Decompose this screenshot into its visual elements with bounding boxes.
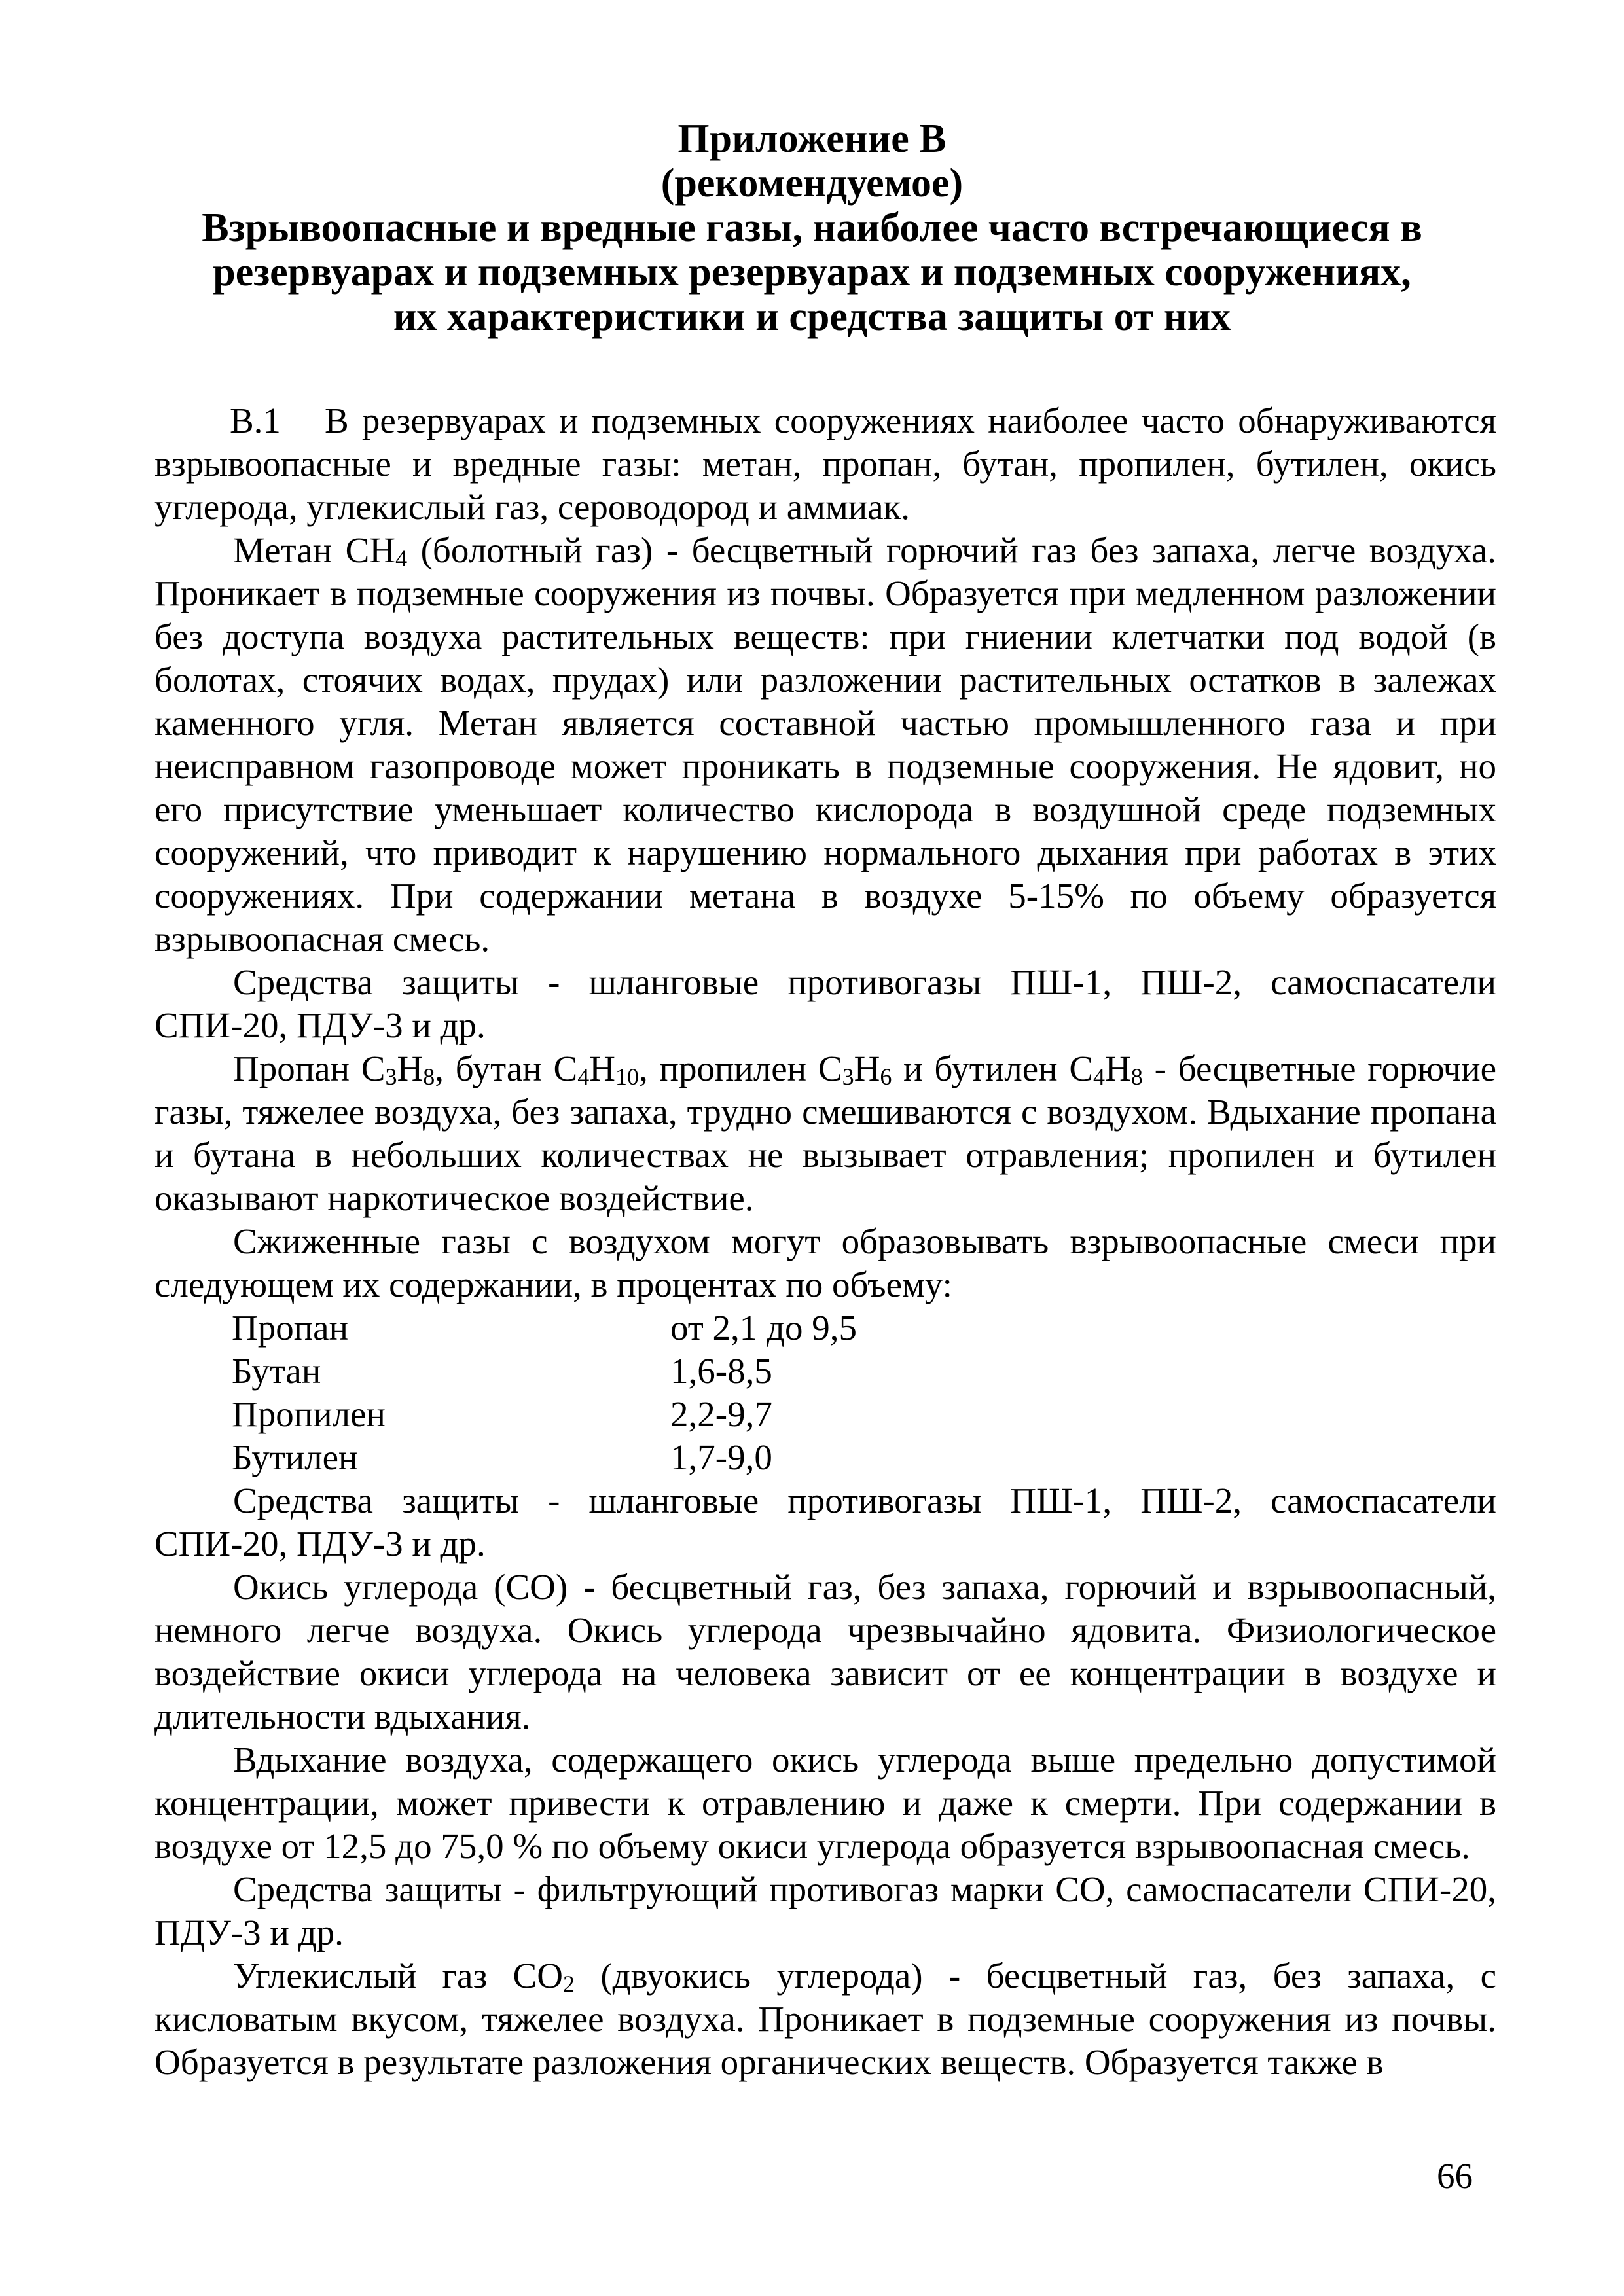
text-run: Пропан С — [233, 1049, 386, 1088]
appendix-subject-line-1: Взрывоопасные и вредные газы, наиболее часто встречающиеся в — [202, 206, 1422, 250]
text-run: Н — [397, 1049, 424, 1088]
text-run: Н — [589, 1049, 615, 1088]
gas-range: 1,7-9,0 — [670, 1437, 772, 1477]
subscript: 4 — [1093, 1064, 1106, 1090]
gas-range: 2,2-9,7 — [670, 1394, 772, 1434]
paragraph-protection-1: Средства защиты - шланговые противогазы ПШ-1, ПШ-2, самоспасатели СПИ-20, ПДУ-3 и др. — [154, 962, 1496, 1045]
text-run: , бутан С — [435, 1049, 578, 1088]
text-run: - бесцветные горючие газы, тяжелее воздуха, без запаха, трудно смешиваются с воздухом. Вдыхание пропана и бутана в небольших количествах не вызывает отравления; пропилен и бутилен оказывают наркотическое воздействие. — [154, 1049, 1496, 1218]
subscript: 3 — [842, 1064, 854, 1090]
gas-range: 1,6-8,5 — [670, 1351, 772, 1391]
body-text — [154, 399, 1496, 2084]
subscript: 8 — [1130, 1064, 1143, 1090]
paragraph-propane-butane — [154, 1047, 1496, 1220]
paragraph-b1 — [154, 399, 1496, 529]
text-run: Углекислый газ СО — [233, 1956, 563, 1996]
text-run: , пропилен С — [638, 1049, 842, 1088]
paragraph-protection-3: Средства защиты - фильтрующий противогаз марки СО, самоспасатели СПИ-20, ПДУ-3 и др. — [154, 1869, 1496, 1952]
gas-name: Бутилен — [232, 1437, 358, 1477]
explosive-limits-table — [232, 1306, 1496, 1479]
text-run: и бутилен С — [892, 1049, 1094, 1088]
gas-name: Пропилен — [232, 1394, 386, 1434]
subscript: 4 — [577, 1064, 590, 1090]
subscript: 3 — [385, 1064, 397, 1090]
paragraph-carbon-monoxide: Окись углерода (СО) - бесцветный газ, без запаха, горючий и взрывоопасный, немного легче воздуха. Окись углерода чрезвычайно ядовита. Физиологическое воздействие окиси углерода на человека зависит от ее концентрации в воздухе и длительности вдыхания. — [154, 1567, 1496, 1736]
paragraph-carbon-dioxide — [154, 1954, 1496, 2084]
appendix-status: (рекомендуемое) — [660, 161, 964, 206]
gas-name: Пропан — [232, 1308, 348, 1348]
gas-name: Бутан — [232, 1351, 321, 1391]
paragraph-co-inhalation: Вдыхание воздуха, содержащего окись углерода выше предельно допустимой концентрации, может привести к отравлению и даже к смерти. При содержании в воздухе от 12,5 до 75,0 % по объему окиси углерода образуется взрывоопасная смесь. — [154, 1740, 1496, 1866]
appendix-subject-line-3: их характеристики и средства защиты от них — [393, 295, 1231, 339]
appendix-subject-line-2: резервуарах и подземных резервуарах и подземных сооружениях, — [213, 250, 1411, 295]
text-run: Н — [854, 1049, 880, 1088]
subscript: 4 — [395, 545, 408, 571]
appendix-title: Приложение В — [677, 117, 947, 161]
appendix-heading — [0, 117, 1624, 339]
text-run: Н — [1105, 1049, 1131, 1088]
subscript: 8 — [423, 1064, 435, 1090]
subscript: 2 — [562, 1971, 575, 1997]
paragraph-methane — [154, 529, 1496, 961]
text-run: (двуокись углерода) - бесцветный газ, без запаха, с кисловатым вкусом, тяжелее воздуха. Проникает в подземные сооружения из почвы. Образуется в результате разложения органических веществ. Образуется также в — [154, 1956, 1496, 2082]
paragraph-protection-2: Средства защиты - шланговые противогазы ПШ-1, ПШ-2, самоспасатели СПИ-20, ПДУ-3 и др. — [154, 1480, 1496, 1564]
paragraph-b1-text: В резервуарах и подземных сооружениях наиболее часто обнаруживаются взрывоопасные и вредные газы: метан, пропан, бутан, пропилен, бутилен, окись углерода, углекислый газ, сероводород и аммиак. — [154, 401, 1496, 527]
subscript: 10 — [615, 1064, 639, 1090]
clause-number: В.1 — [230, 401, 281, 440]
page-number: 66 — [1437, 2156, 1473, 2196]
text-run: (болотный газ) - бесцветный горючий газ без запаха, легче воздуха. Проникает в подземные сооружения из почвы. Образуется при медленном разложении без доступа воздуха растительных веществ: при гниении клетчатки под водой (в болотах, стоячих водах, прудах) или разложении растительных остатков в залежах каменного угля. Метан является составной частью промышленного газа и при неисправном газопроводе может проникать в подземные сооружения. Не ядовит, но его присутствие уменьшает количество кислорода в воздушной среде подземных сооружений, что приводит к нарушению нормального дыхания при работах в этих сооружениях. При содержании метана в воздухе 5-15% по объему образуется взрывоопасная смесь. — [154, 530, 1497, 959]
text-run: Метан СН — [233, 530, 396, 570]
subscript: 6 — [880, 1064, 892, 1090]
paragraph-liquefied-gases: Сжиженные газы с воздухом могут образовывать взрывоопасные смеси при следующем их содержании, в процентах по объему: — [154, 1221, 1496, 1304]
gas-range: от 2,1 до 9,5 — [670, 1308, 857, 1348]
